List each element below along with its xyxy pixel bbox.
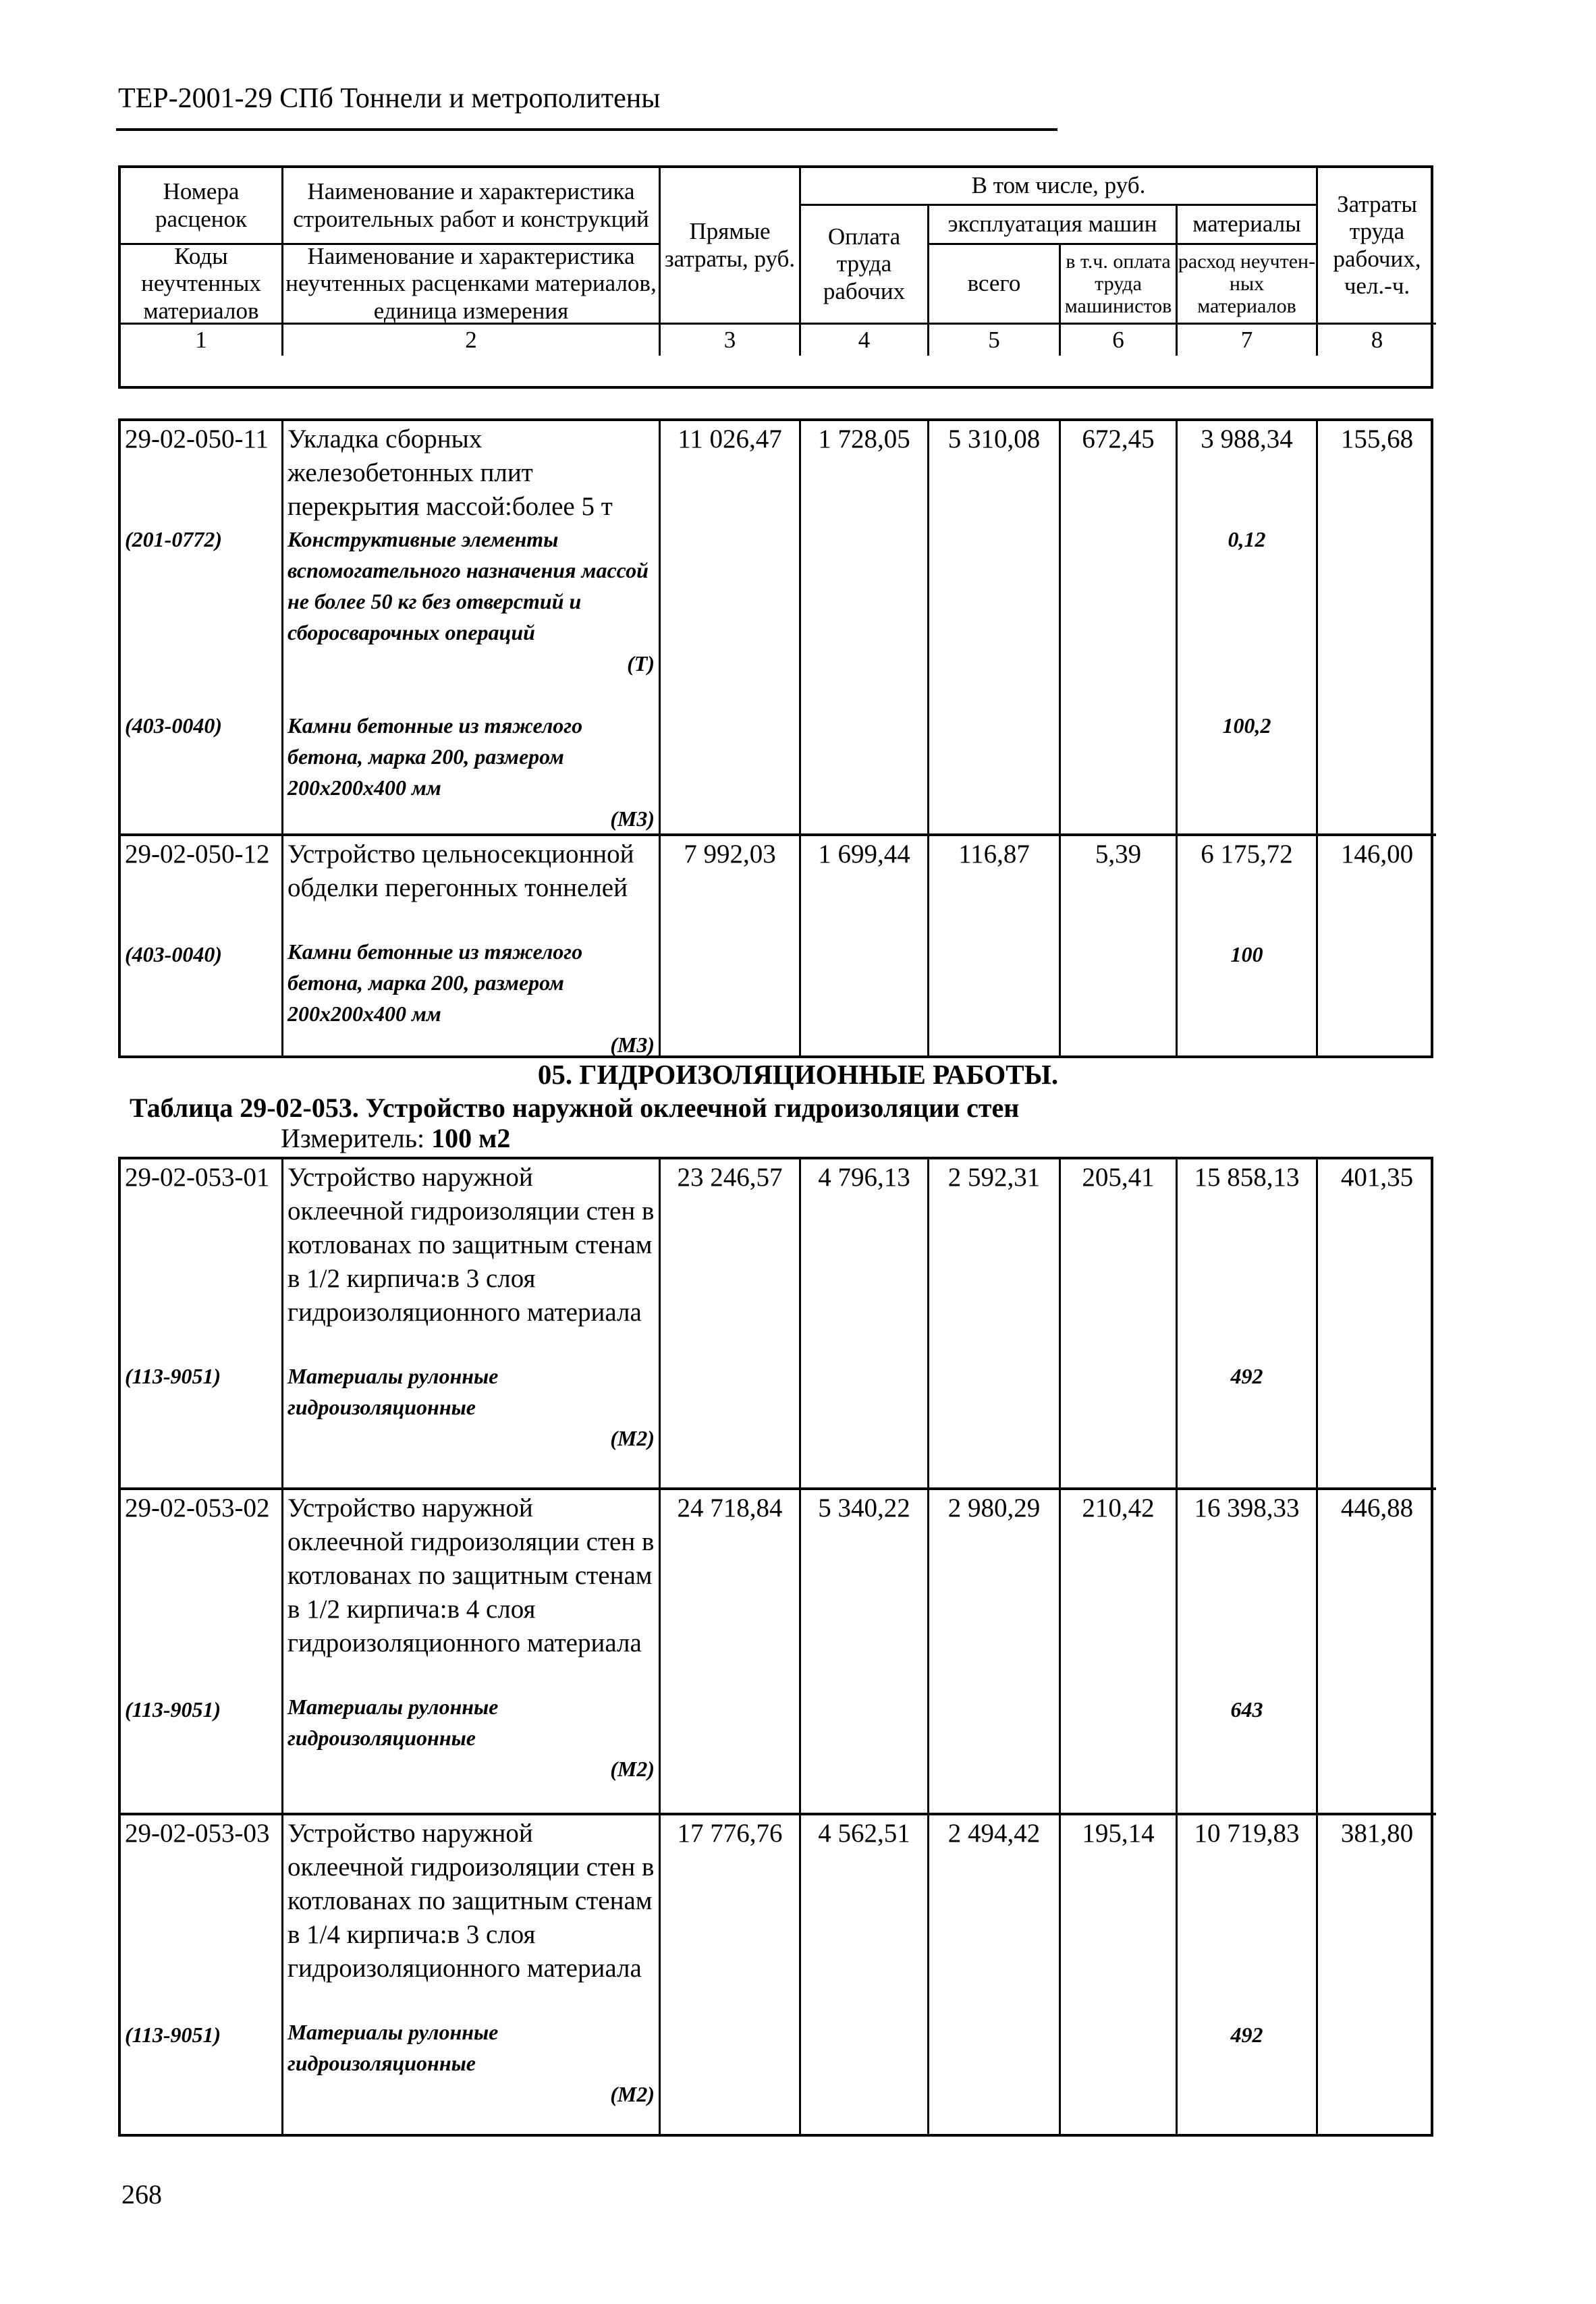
value-cell-col5 [929,833,1061,1058]
work-description-cell [283,1159,661,1487]
col-number: 3 [661,325,801,356]
material-description: Материалы рулонные гидроизоляционные [287,1364,499,1419]
rate-code-cell [121,1813,283,2136]
material-code: (113-9051) [125,2023,221,2047]
header-rule [116,128,1057,131]
material-quantity: 0,12 [1228,527,1266,551]
col4-header: Оплата труда рабочих [801,206,929,325]
col-number: 2 [283,325,661,356]
material-block [287,1329,655,1454]
measure-line [281,1122,510,1154]
value: 11 026,47 [678,424,782,454]
col-number: 6 [1061,325,1178,356]
value-cell-col4 [801,421,929,833]
material-block [287,1985,655,2110]
value-cell-col5 [929,1159,1061,1487]
value: 146,00 [1340,840,1414,869]
work-description: Устройство наружной оклеечной гидроизоляции стен в котлованах по защитным стенам в 1/2 кирпича:в 4 слоя гидроизоляционного материала [287,1493,655,1657]
value-cell-col7 [1178,1487,1318,1813]
value: 10 719,83 [1194,1819,1300,1848]
col6-header: в т.ч. оплата труда машинистов [1061,245,1178,325]
value-cell-col6 [1061,421,1178,833]
value: 205,41 [1082,1163,1155,1192]
material-quantity: 492 [1230,1364,1263,1388]
value: 5,39 [1095,840,1142,869]
value-cell-col8 [1318,1813,1436,2136]
material-block [287,524,655,679]
material-code: (113-9051) [125,1364,221,1388]
work-description-cell [283,421,661,833]
value-cell-col4 [801,833,929,1058]
rate-code: 29-02-053-02 [125,1493,270,1523]
value: 4 796,13 [818,1163,910,1192]
machines-header: эксплуатация машин [929,206,1178,245]
material-block [287,905,655,1060]
column-header-table [118,165,1433,389]
value: 7 992,03 [684,840,776,869]
value-cell-col6 [1061,1487,1178,1813]
value-cell-col5 [929,421,1061,833]
col3-header: Прямые затраты, руб. [661,168,801,325]
material-unit: (М2) [610,2082,655,2106]
running-header: ТЕР-2001-29 СПб Тоннели и метрополитены [118,83,661,114]
section-heading: 05. ГИДРОИЗОЛЯЦИОННЫЕ РАБОТЫ. [537,1059,1059,1090]
value: 210,42 [1082,1493,1155,1523]
value-cell-col8 [1318,1487,1436,1813]
work-description-cell [283,1487,661,1813]
value: 6 175,72 [1201,840,1293,869]
value: 1 699,44 [818,840,910,869]
col-number: 4 [801,325,929,356]
value-cell-col8 [1318,1159,1436,1487]
work-description-cell [283,833,661,1058]
rates-table-2 [118,1157,1433,2137]
page-number: 268 [121,2179,162,2210]
col1-top-header: Номера расценок [121,168,283,245]
material-code: (403-0040) [125,713,222,738]
value-cell-col4 [801,1159,929,1487]
material-quantity: 100,2 [1222,713,1271,738]
value: 5 340,22 [818,1493,910,1523]
material-unit: (М2) [610,1426,655,1450]
value: 17 776,76 [677,1819,783,1848]
value: 2 980,29 [947,1493,1041,1523]
col-number: 7 [1178,325,1318,356]
value: 24 718,84 [677,1493,783,1523]
material-unit: (М3) [610,1033,655,1057]
rate-code-cell [121,1487,283,1813]
value: 5 310,08 [947,424,1041,454]
value: 116,87 [958,840,1030,869]
material-unit: (М3) [610,806,655,831]
value-cell-col6 [1061,1813,1178,2136]
value: 672,45 [1082,424,1155,454]
value: 15 858,13 [1194,1163,1300,1192]
rate-code: 29-02-050-12 [125,840,270,869]
value-cell-col6 [1061,833,1178,1058]
material-unit: (М2) [610,1757,655,1781]
material-unit: (Т) [627,651,655,676]
material-code: (201-0772) [125,527,222,551]
material-description: Материалы рулонные гидроизоляционные [287,2020,499,2075]
material-block [287,1660,655,1784]
rate-code-cell [121,1159,283,1487]
work-description: Укладка сборных железобетонных плит перекрытия массой:более 5 т [287,424,613,521]
rates-table-1 [118,418,1433,1058]
col-number: 5 [929,325,1061,356]
col1-bottom-header: Коды неучтенных материалов [121,245,283,325]
material-code: (113-9051) [125,1697,221,1722]
value-cell-col3 [661,1487,801,1813]
value-cell-col6 [1061,1159,1178,1487]
value: 381,80 [1340,1819,1414,1848]
work-description-cell [283,1813,661,2136]
material-quantity: 100 [1230,942,1263,966]
col-number: 1 [121,325,283,356]
value: 1 728,05 [818,424,910,454]
rate-code-cell [121,421,283,833]
col8-header: Затраты труда рабочих, чел.-ч. [1318,168,1436,325]
materials-header: материалы [1178,206,1318,245]
value: 4 562,51 [818,1819,910,1848]
group-header: В том числе, руб. [801,168,1318,206]
value: 16 398,33 [1194,1493,1300,1523]
value-cell-col7 [1178,1159,1318,1487]
material-description: Материалы рулонные гидроизоляционные [287,1695,499,1750]
material-description: Конструктивные элементы вспомогательного назначения массой не более 50 кг без отверстий и сборосварочных операций [287,527,649,644]
measure-value: 100 м2 [431,1123,511,1153]
value-cell-col4 [801,1487,929,1813]
col-number: 8 [1371,326,1383,353]
work-description: Устройство наружной оклеечной гидроизоляции стен в котлованах по защитным стенам в 1/4 кирпича:в 3 слоя гидроизоляционного материала [287,1819,655,1983]
rate-code: 29-02-053-03 [125,1819,270,1848]
col2-top-header: Наименование и характеристика строительных работ и конструкций [283,168,661,245]
value: 23 246,57 [677,1163,783,1192]
material-quantity: 492 [1230,2023,1263,2047]
work-description: Устройство цельносекционной обделки перегонных тоннелей [287,840,634,902]
value-cell-col3 [661,1159,801,1487]
value: 155,68 [1340,424,1414,454]
material-block [287,679,655,834]
value-cell-col3 [661,1813,801,2136]
value: 2 494,42 [947,1819,1041,1848]
col5-header: всего [929,245,1061,325]
value-cell-col5 [929,1487,1061,1813]
value-cell-col8 [1318,421,1436,833]
rate-code-cell [121,833,283,1058]
value-cell-col3 [661,421,801,833]
material-code: (403-0040) [125,942,222,966]
work-description: Устройство наружной оклеечной гидроизоляции стен в котлованах по защитным стенам в 1/2 кирпича:в 3 слоя гидроизоляционного материала [287,1163,655,1327]
value-cell-col8 [1318,833,1436,1058]
value-cell-col5 [929,1813,1061,2136]
table-caption: Таблица 29-02-053. Устройство наружной оклеечной гидроизоляции стен [130,1093,1020,1123]
measure-label: Измеритель: [281,1123,425,1153]
rate-code: 29-02-050-11 [125,424,269,454]
rate-code: 29-02-053-01 [125,1163,270,1192]
value: 195,14 [1082,1819,1155,1848]
value: 446,88 [1340,1493,1414,1523]
col2-bottom-header: Наименование и характеристика неучтенных расценками материалов, единица измерения [283,245,661,325]
value-cell-col7 [1178,833,1318,1058]
value-cell-col3 [661,833,801,1058]
value: 401,35 [1340,1163,1414,1192]
value: 2 592,31 [947,1163,1041,1192]
value-cell-col4 [801,1813,929,2136]
col7-header: расход неучтен-ных материалов [1178,245,1318,325]
material-description: Камни бетонные из тяжелого бетона, марка 200, размером 200х200х400 мм [287,939,583,1026]
value-cell-col7 [1178,1813,1318,2136]
material-quantity: 643 [1230,1697,1263,1722]
value: 3 988,34 [1201,424,1293,454]
value-cell-col7 [1178,421,1318,833]
material-description: Камни бетонные из тяжелого бетона, марка 200, размером 200х200х400 мм [287,713,583,800]
